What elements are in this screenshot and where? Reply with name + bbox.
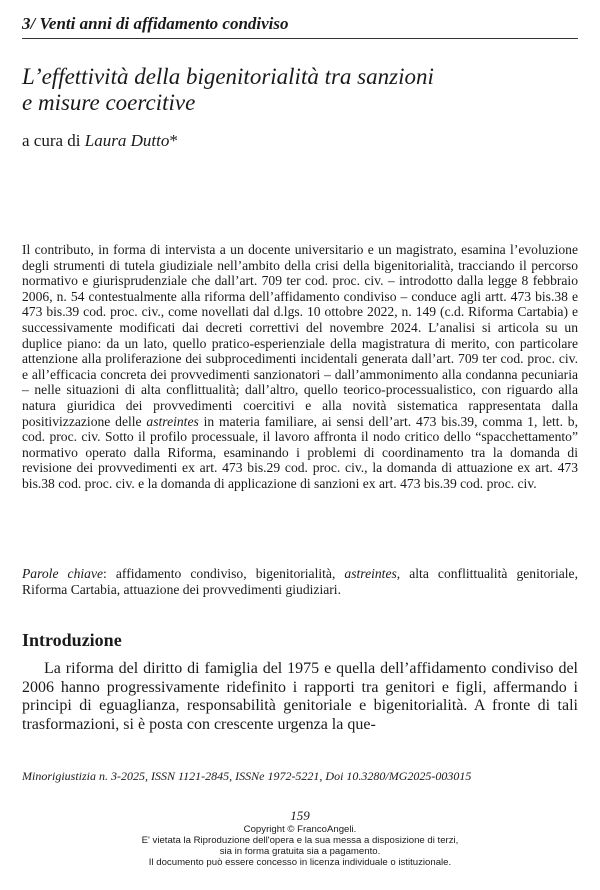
keywords-italic-term: astreintes: [344, 566, 397, 581]
abstract-text-1: Il contributo, in forma di intervista a un docente universitario e un magistrato, esamina l’evoluzione degli strumenti di tutela giudiziale nell’ambito della crisi della bigenitorialità, tracciando il percorso normativo e giurisprudenziale che dall’art. 709 ter cod. proc. civ. – introdotto dalla legge 8 febbraio 2006, n. 54 contestualmente alla riforma dell’affidamento condiviso – conduce agli artt. 473 bis.38 e 473 bis.39 cod. proc. civ., come novellati dal d.lgs. 10 ottobre 2022, n. 149 (c.d. Riforma Cartabia) e successivamente modificati dai decreti correttivi del novembre 2024. L’analisi si articola su un duplice piano: da un lato, quello pratico-esperienziale della magistratura di merito, con particolare attenzione alla proliferazione dei subprocedimenti incidentali generata dall’art. 709 ter cod. proc. civ. e all’efficacia concreta dei provvedimenti sanzionatori – dall’ammonimento alla condanna pecuniaria – nelle situazioni di alta conflittualità; dall’altro, quello teorico-processualistico, con riguardo alla natura giuridica dei provvedimenti coercitivi e alla novità sistematica rappresentata dalla positivizzazione delle: [22, 242, 578, 429]
running-header: [22, 14, 578, 39]
abstract-text-2: in materia familiare, ai sensi dell’art. 473 bis.39, comma 1, lett. b, cod. proc. civ. Sotto il profilo processuale, il lavoro affronta il nodo critico dello “spacchettamento” normativo operato dalla Riforma, esaminando i problemi di coordinamento tra la domanda di revisione dei provvedimenti ex art. 473 bis.29 cod. proc. civ., la domanda di attuazione ex art. 473 bis.38 cod. proc. civ. e la domanda di applicazione di sanzioni ex art. 473 bis.39 cod. proc. civ.: [22, 413, 578, 491]
copyright-line: E' vietata la Riproduzione dell'opera e la sua messa a disposizione di terzi,: [141, 835, 459, 846]
byline-prefix: a cura di: [22, 131, 85, 150]
section-heading: Introduzione: [22, 630, 122, 650]
keywords-label: Parole chiave: [22, 566, 104, 581]
abstract-italic-term: astreintes: [146, 413, 199, 429]
copyright-line: Il documento può essere concesso in licenza individuale o istituzionale.: [148, 857, 452, 868]
byline: [22, 131, 178, 151]
article-title-line-1: L’effettività della bigenitorialità tra sanzioni: [22, 64, 434, 89]
keywords-text-1: : affidamento condiviso, bigenitorialità,: [103, 566, 345, 581]
keywords: [22, 566, 578, 597]
article-title-line-2: e misure coercitive: [22, 90, 196, 115]
author-footnote-mark: *: [169, 131, 178, 150]
keywords-text-2: , alta conflittualità genitoriale, Riforma Cartabia, attuazione dei provvedimenti giudiziari.: [22, 566, 578, 597]
copyright-line: sia in forma gratuita sia a pagamento.: [219, 846, 381, 857]
running-title: 3/ Venti anni di affidamento condiviso: [22, 14, 289, 33]
intro-paragraph: La riforma del diritto di famiglia del 1975 e quella dell’affidamento condiviso del 2006 hanno progressivamente ridefinito i rapporti tra genitori e figli, affermando i principi di eguaglianza, responsabilità genitoriale e bigenitorialità. A fronte di tali trasformazioni, si è posta con crescente urgenza la que-: [22, 660, 578, 733]
author-name: Laura Dutto: [84, 131, 170, 150]
journal-citation: Minorigiustizia n. 3-2025, ISSN 1121-2845, ISSNe 1972-5221, Doi 10.3280/MG2025-003015: [22, 769, 472, 783]
page-number: 159: [290, 808, 310, 823]
copyright-notice: [0, 824, 600, 868]
article-title: [22, 64, 578, 116]
copyright-line: Copyright © FrancoAngeli.: [243, 824, 357, 835]
abstract: [22, 242, 578, 492]
